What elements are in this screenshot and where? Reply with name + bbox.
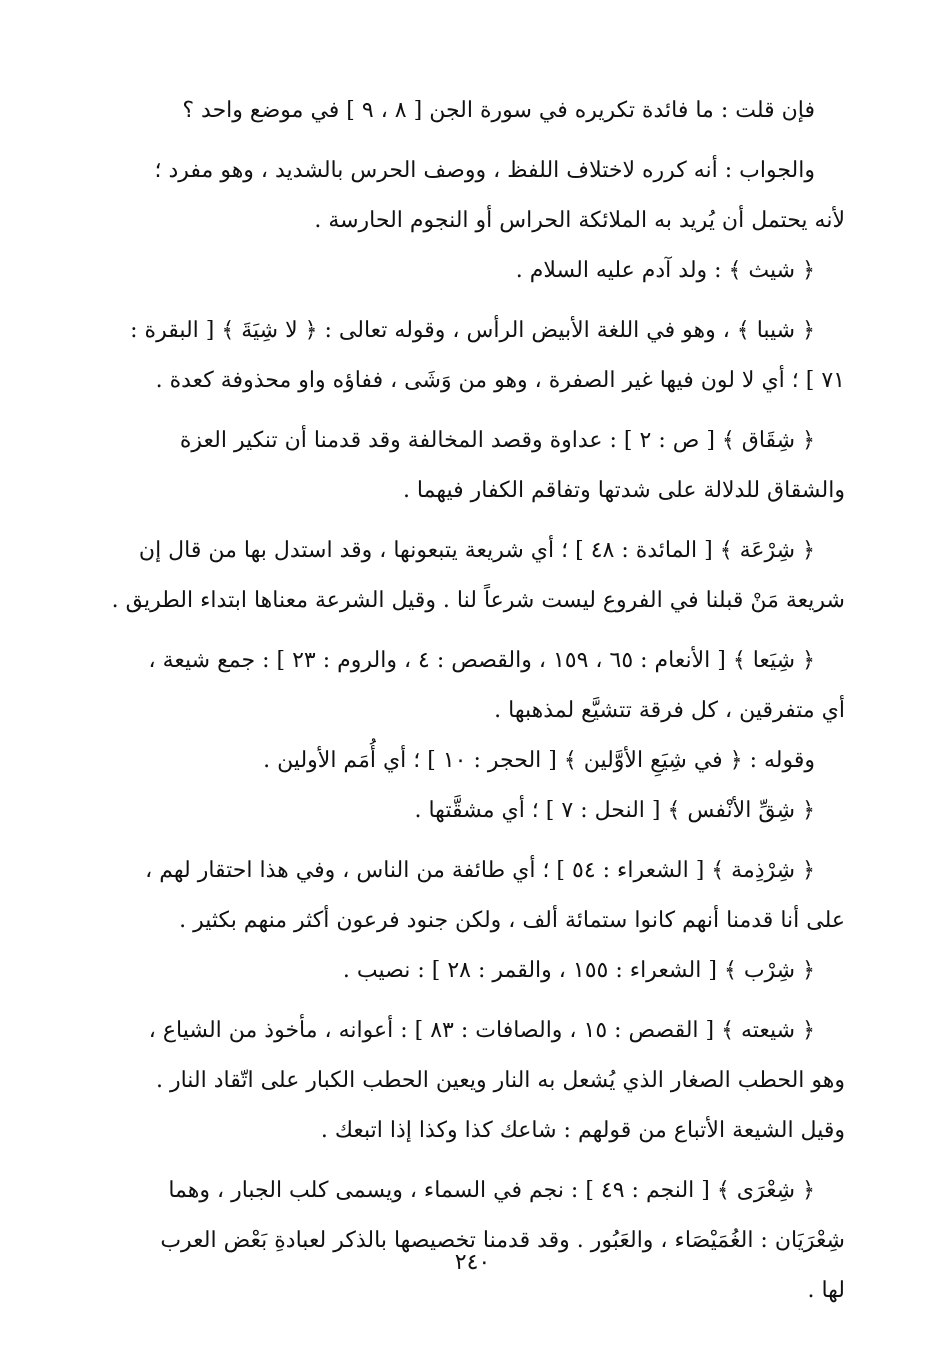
- entry-shayba-1: ﴿ شيبا ﴾ ، وهو في اللغة الأبيض الرأس ، وقوله تعالى : ﴿ لا شِيَةَ ﴾ [ البقرة :: [130, 318, 815, 343]
- entry-shirdhima-2: على أنا قدمنا أنهم كانوا ستمائة ألف ، ولكن جنود فرعون أكثر منهم بكثير .: [179, 908, 845, 933]
- entry-shiqq: ﴿ شِقِّ الأنْفس ﴾ [ النحل : ٧ ] ؛ أي مشقَّتها .: [414, 798, 815, 823]
- entry-shirah-2: شريعة مَنْ قبلنا في الفروع ليست شرعاً لنا . وقيل الشرعة معناها ابتداء الطريق .: [111, 588, 845, 613]
- entry-shiatuh-3: وقيل الشيعة الأتباع من قولهم : شاعك كذا وكذا إذا اتبعك .: [320, 1118, 845, 1143]
- text-line-answer-1: والجواب : أنه كرره لاختلاف اللفظ ، ووصف الحرس بالشديد ، وهو مفرد ؛: [154, 158, 815, 183]
- entry-shiatuh-2: وهو الحطب الصغار الذي يُشعل به النار ويعين الحطب الكبار على اتّقاد النار .: [155, 1068, 845, 1093]
- entry-shiqaq-2: والشقاق للدلالة على شدتها وتفاقم الكفار فيهما .: [402, 478, 845, 503]
- page-number: ٢٤٠: [454, 1250, 491, 1275]
- entry-shiatuh-1: ﴿ شيعته ﴾ [ القصص : ١٥ ، والصافات : ٨٣ ] : أعوانه ، مأخوذ من الشياع ،: [148, 1018, 815, 1043]
- entry-sheeth: ﴿ شيث ﴾ : ولد آدم عليه السلام .: [515, 258, 815, 283]
- entry-shiya-3: وقوله : ﴿ في شِيَعِ الأوَّلين ﴾ [ الحجر : ١٠ ] ؛ أي أُمَم الأولين .: [263, 748, 815, 773]
- entry-shira-2: شِعْرَيَان : الغُمَيْصَاء ، والعَبُور . وقد قدمنا تخصيصها بالذكر لعبادةِ بَعْض العرب: [160, 1228, 845, 1253]
- page-body-text: [100, 86, 845, 1316]
- entry-shiya-1: ﴿ شِيَعا ﴾ [ الأنعام : ٦٥ ، ١٥٩ ، والقصص : ٤ ، والروم : ٢٣ ] : جمع شيعة ،: [148, 648, 815, 673]
- entry-shirah-1: ﴿ شِرْعَة ﴾ [ المائدة : ٤٨ ] ؛ أي شريعة يتبعونها ، وقد استدل بها من قال إن: [138, 538, 815, 563]
- text-line-question: فإن قلت : ما فائدة تكريره في سورة الجن [ ٨ ، ٩ ] في موضع واحد ؟: [182, 98, 815, 123]
- entry-shayba-2: ٧١ ] ؛ أي لا لون فيها غير الصفرة ، وهو من وَشَى ، ففاؤه واو محذوفة كعدة .: [155, 368, 845, 393]
- text-line-answer-2: لأنه يحتمل أن يُريد به الملائكة الحراس أو النجوم الحارسة .: [314, 208, 845, 233]
- entry-shirdhima-1: ﴿ شِرْذِمة ﴾ [ الشعراء : ٥٤ ] ؛ أي طائفة من الناس ، وفي هذا احتقار لهم ،: [145, 858, 815, 883]
- entry-shiqaq-1: ﴿ شِقَاق ﴾ [ ص : ٢ ] : عداوة وقصد المخالفة وقد قدمنا أن تنكير العزة: [179, 428, 815, 453]
- entry-shiya-2: أي متفرقين ، كل فرقة تتشيَّع لمذهبها .: [494, 698, 845, 723]
- entry-shirb: ﴿ شِرْب ﴾ [ الشعراء : ١٥٥ ، والقمر : ٢٨ ] : نصيب .: [342, 958, 815, 983]
- entry-shira-1: ﴿ شِعْرَى ﴾ [ النجم : ٤٩ ] : نجم في السماء ، ويسمى كلب الجبار ، وهما: [168, 1178, 815, 1203]
- entry-shira-3: لها .: [807, 1278, 845, 1303]
